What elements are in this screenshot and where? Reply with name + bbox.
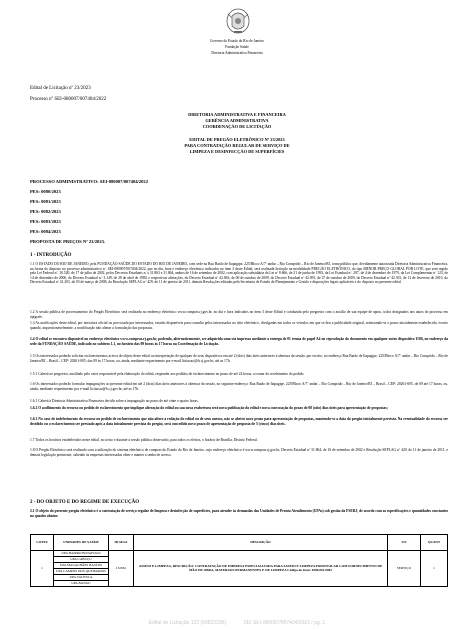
- paragraph-1-2: 1.2 A sessão pública de processamento do Pregão Eletrônico será realizada no endereço eletrônico www.compras.rj.gov.br, no dia e hora indicados no item 3 deste Edital e conduzida pelo pregoeiro com o auxílio de sua equipe de apoio, todos designados nos autos do processo em epígrafe.: [30, 310, 448, 319]
- col-header-lotes: LOTES: [31, 535, 54, 551]
- title-directorate: DIRETORIA ADMINISTRATIVA E FINANCEIRA: [188, 112, 286, 117]
- paragraph-1-5: 1.5 Os interessados poderão solicitar esclarecimentos acerca do objeto deste edital ou interpretação de qualquer de seus dispositivos em até 2 (dois) dias úteis anteriores à abertura da sessão, por escrito, no endereço Rua Barão de Itapagipe, 225/Bloco A/7º andar – Rio Comprido – Rio de Janeiro/RJ – Brasil – CEP: 20261-005, das 09 às 17 horas, ou, ainda, mediante requerimento por e-mail licitacao@fs.rj.gov.br, até as 17h.: [30, 354, 448, 363]
- paragraph-1-6-2: 1.6.2 O acolhimento do recurso ou pedido de esclarecimento que implique alteração do edital ou sua nova reabertura será nova publicação do edital e nova convocação do prazo de 08 (oito) dias úteis para apresentação de propostas;: [30, 406, 388, 410]
- paragraph-1-1: 1.1 O ESTADO DO RIO DE JANEIRO, pela FUNDAÇÃO SAÚDE DO ESTADO DO RIO DE JANEIRO, com sede na Rua Barão de Itapagipe, 225/Bloco A/7º andar – Rio Comprido – Rio de Janeiro/RJ, torna público que, devidamente autorizada Diretoria Administrativa Financeira, na forma do disposto no processo administrativo nº. SEI-080007/007404/2022, que no dia, hora e endereço eletrônico indicados no item 3 deste Edital, será realizada licitação na modalidade PREGÃO ELETRÔNICO, do tipo MENOR PREÇO GLOBAL POR LOTE, que será regido pela Lei Federal nº. 10.520, de 17 de julho de 2002, pelos Decretos Estaduais n.ºs 31.863 e 31.864, ambos de 16 de setembro de 2002, com aplicação subsidiária da Lei nº 8.666, de 21 de junho de 1993, da Lei Estadual nº. 287, de 4 de dezembro de 1979, da Lei Complementar nº 123, de 14 de dezembro de 2006, do Decreto Estadual n.º 3.149, de 28 de abril de 1980, e respectivas alterações, do Decreto Estadual nº 42.063, de 06 de outubro de 2009, do Decreto Estadual nº 42.091, de 27 de outubro de 2009, do Decreto Estadual nº 42.301, de 12 de fevereiro de 2010, do Decreto Estadual nº 41.203, de 03 de março de 2008, da Resolução SEPLAG nº 429, de 11 de janeiro de 2011, demais Resoluções editadas pela Secretaria de Estado de Planejamento e Gestão e disposições legais aplicáveis e do disposto no presente edital.: [30, 262, 448, 285]
- paragraph-1-6: 1.6 Os interessados poderão formular impugnações ao presente edital em até 2 (dois) dias úteis anteriores à abertura da sessão, no seguinte endereço: Rua Barão de Itapagipe, 225/Bloco A/7º andar – Rio Comprido – Rio de Janeiro/RJ – Brasil – CEP: 20261-005, de 09 até 17 horas, ou, ainda, mediante requerimento por e-mail licitacao@fs.rj.gov.br, até as 17h.: [30, 382, 448, 391]
- unit-cell: UPA BAIRRO BOTAFOGO: [54, 551, 109, 557]
- paragraph-1-6-3: 1.6.3 No caso de indeferimento do recurso ou pedido de esclarecimento que não altere a redação do edital ou de seus anexos, não se abrirá novo prazo para apresentação de propostas, mantendo-se a data do pregão inicialmente prevista. Na eventualidade do recurso ser decidido ou o esclarecimento ser prestado após a data inicialmente prevista do pregão, será concedido novo prazo de apresentação de proposta de 5 (cinco) dias úteis.: [30, 417, 448, 426]
- paragraph-1-8: 1.8 O Pregão Eletrônico será realizado com a utilização do sistema eletrônico de compras do Estado do Rio de Janeiro, cujo endereço eletrônico é www.compras.rj.gov.br, Decreto Estadual nº 31.864, de 16 de setembro de 2002 e Resolução SEPLAG nº 429, de 11 de janeiro de 2011, e demais legislação pertinente, cabendo às empresas interessadas obter e manter a senha de acesso.: [30, 448, 448, 457]
- paragraph-1-4: 1.4 O edital se encontra disponível no endereço eletrônico www.compras.rj.gov.br, podendo, alternativamente, ser adquirida uma via impressa mediante a entrega de 01 resma de papel A4 ou reprodução do documento em qualquer outro dispositivo USB, no endereço da sede da FUNDAÇÃO SAÚDE, indicado no subitem 1.1, no horário das 09 horas às 17 horas na Coordenação de Licitação.: [30, 337, 448, 346]
- paragraph-1-6-1: 1.6.1 Caberá à Diretoria Administrativa Financeira decidir sobre a impugnação no prazo de até vinte e quatro horas.: [30, 399, 199, 403]
- process-number: Processo nº SEI-080007/007404/2022: [30, 97, 107, 102]
- header-government: Governo do Estado do Rio de Janeiro: [210, 39, 264, 43]
- title-edital: EDITAL DE PREGÃO ELETRÔNICO Nº 23/2023: [189, 137, 285, 142]
- footer-edital: Edital de Licitação 122 (50822236): [148, 620, 227, 626]
- paragraph-2-1: 2.1 O objeto do presente pregão eletrônico é a contratação de serviço regular de limpeza e desinfecção de superfícies, para atender às demandas das Unidades de Pronto Atendimento (UPAs) sob gestão da FSERJ, de acordo com as especificações e quantidades constantes no quadro abaixo:: [30, 509, 448, 518]
- page-footer: [0, 620, 474, 626]
- unit-cell: UPA BANGU: [54, 581, 109, 587]
- col-header-quant: QUANT: [421, 535, 448, 551]
- pes-line: PES: 0081/2023: [30, 199, 61, 204]
- unit-cell: UPA CABUÇU: [54, 557, 109, 563]
- lote-cell: 1: [31, 551, 54, 587]
- unit-cell: UPA VALENCA: [54, 575, 109, 581]
- header-foundation: Fundação Saúde: [225, 45, 249, 49]
- paragraph-1-3: 1.3 As notificações deste edital, por iniciativa oficial ou provocada por interessados, estarão disponíveis para consulta pelos interessados no sítio eletrônico, divulgadas em todos os veículos em que se deu a publicidade original, reiniciando-se o prazo inicialmente estabelecido, exceto quando, inquestionavelmente, a modificação não alterar a formulação das propostas.: [30, 321, 448, 330]
- pes-line: PES: 0080/2023: [30, 189, 61, 194]
- table-header-row: [31, 535, 448, 551]
- lots-table: [30, 534, 448, 587]
- footer-sei-page: SEI SEI-080007/007404/2022 / pg. 1: [243, 620, 326, 626]
- col-header-id-siga: ID SIGA: [109, 535, 134, 551]
- header-directorate: Diretoria Administrativa Financeira: [211, 51, 263, 55]
- col-header-descricao: DESCRIÇÃO: [134, 535, 388, 551]
- section-heading-objeto: 2 - DO OBJETO E DO REGIME DE EXECUÇÃO: [30, 500, 140, 505]
- pes-line: PES: 0082/2023: [30, 209, 61, 214]
- section-heading-intro: 1 - INTRODUÇÃO: [30, 253, 72, 258]
- process-admin: PROCESSO ADMINISTRATIVO: SEI-080007/007404/2022: [30, 179, 148, 184]
- quant-cell: 1: [421, 551, 448, 587]
- edital-number: Edital de Licitação nº 23/2023: [30, 86, 91, 91]
- col-header-unidades: UNIDADES DE SAÚDE: [54, 535, 109, 551]
- title-coordination: COORDENAÇÃO DE LICITAÇÃO: [202, 124, 272, 129]
- title-purpose: PARA CONTRATAÇÃO REGULAR DE SERVIÇO DE: [184, 143, 290, 148]
- unit-cell: UPA MAGALHÃES BASTOS: [54, 563, 109, 569]
- state-coat-of-arms-icon: [222, 6, 254, 36]
- title-object: LIMPEZA E DESINFECÇÃO DE SUPERFÍCIES: [189, 149, 285, 154]
- pes-line: PES: 0084/2023: [30, 229, 61, 234]
- paragraph-1-5-1: 1.5.1 Caberá ao pregoeiro, auxiliado pelo setor responsável pela elaboração do edital, responder aos pedidos de esclarecimento no prazo de até 24 horas, a contar do recebimento do pedido.: [30, 372, 305, 376]
- title-management: GERÊNCIA ADMINISTRATIVA: [205, 118, 269, 123]
- un-cell: SERVIÇO: [388, 551, 421, 587]
- descricao-cell: ASSEIO E LIMPEZA, DESCRIÇÃO: CONTRATAÇÃO DE EMPRESA ESPECIALIZADA PARA ASSEIO E LIMPEZA HOSPITALAR COM FORNECIMENTO DE MÃO DE OBRA, MATERIAIS PERMANENTES E DE LIMPEZA Código do Item: 0286.001.0002: [134, 551, 388, 587]
- pes-line: PES: 0083/2023: [30, 219, 61, 224]
- id-siga-cell: 132961: [109, 551, 134, 587]
- paragraph-1-7: 1.7 Todos os horários estabelecidos neste edital, no aviso e durante a sessão pública observarão, para todos os efeitos, o horário de Brasília, Distrito Federal.: [30, 438, 258, 442]
- col-header-un: UN: [388, 535, 421, 551]
- unit-cell: UPA CAMPOS DOS QUEIMADOS: [54, 569, 109, 575]
- price-proposal: PROPOSTA DE PREÇOS Nº 23/2023.: [30, 239, 106, 244]
